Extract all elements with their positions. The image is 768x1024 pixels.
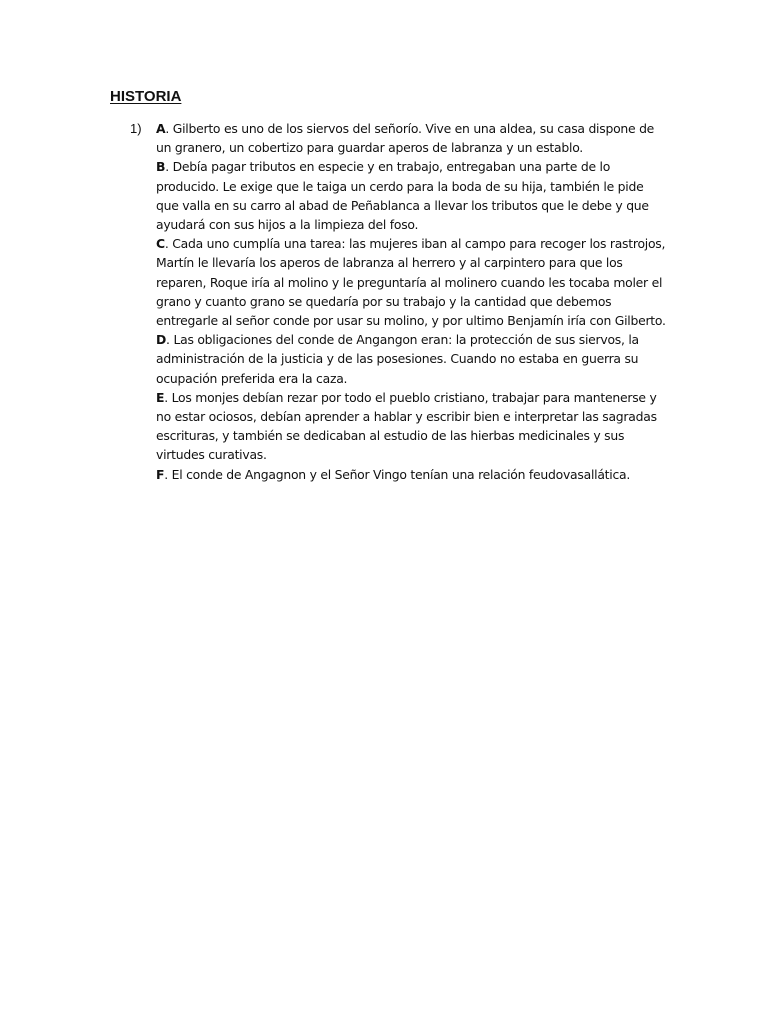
answer-letter: C (156, 236, 165, 252)
answer-e: E. Los monjes debían rezar por todo el pueblo cristiano, trabajar para mantenerse y no estar ociosos, debían aprender a hablar y escribir bien e interpretar las sagradas escrituras, y también se dedicaban al estudio de las hierbas medicinales y sus virtudes curativas. (156, 389, 657, 463)
answer-text: Debía pagar tributos en especie y en trabajo, entregaban una parte de lo producido. Le exige que le taiga un cerdo para la boda de su hija, también le pide que valla en su carro al abad de Peñablanca a llevar los tributos que le debe y que ayudará con sus hijos a la limpieza del foso. (156, 159, 649, 233)
answer-a: A. Gilberto es uno de los siervos del señorío. Vive en una aldea, su casa dispone de un granero, un cobertizo para guardar aperos de labranza y un establo. (156, 121, 655, 156)
answer-letter: B (156, 159, 166, 175)
answer-text: Cada uno cumplía una tarea: las mujeres iban al campo para recoger los rastrojos, Martín le llevaría los aperos de labranza al herrero y al carpintero para que los reparen, Roque iría al molino y le preguntaría al molinero cuando les tocaba moler el grano y cuanto grano se quedaría por su trabajo y la cantidad que debemos entregarle al señor conde por usar su molino, y por ultimo Benjamín iría con Gilberto. (156, 236, 666, 329)
answer-text: El conde de Angagnon y el Señor Vingo tenían una relación feudovasallática. (171, 466, 631, 482)
answer-letter: F (156, 466, 165, 482)
answer-letter: E (156, 389, 165, 405)
question-number: 1) (130, 121, 142, 136)
answer-b: B. Debía pagar tributos en especie y en trabajo, entregaban una parte de lo producido. Le exige que le taiga un cerdo para la boda de su hija, también le pide que valla en su carro al abad de Peñablanca a llevar los tributos que le debe y que ayudará con sus hijos a la limpieza del foso. (156, 159, 649, 233)
answer-list (156, 119, 666, 484)
answer-letter: D (156, 332, 167, 348)
answer-c: C. Cada uno cumplía una tarea: las mujeres iban al campo para recoger los rastrojos, Martín le llevaría los aperos de labranza al herrero y al carpintero para que los reparen, Roque iría al molino y le preguntaría al molinero cuando les tocaba moler el grano y cuanto grano se quedaría por su trabajo y la cantidad que debemos entregarle al señor conde por usar su molino, y por ultimo Benjamín iría con Gilberto. (156, 236, 666, 329)
answer-text: Los monjes debían rezar por todo el pueblo cristiano, trabajar para mantenerse y no estar ociosos, debían aprender a hablar y escribir bien e interpretar las sagradas escrituras, y también se dedicaban al estudio de las hierbas medicinales y sus virtudes curativas. (156, 389, 657, 463)
answer-d: D. Las obligaciones del conde de Angangon eran: la protección de sus siervos, la administración de la justicia y de las posesiones. Cuando no estaba en guerra su ocupación preferida era la caza. (156, 332, 639, 386)
answer-text: Las obligaciones del conde de Angangon eran: la protección de sus siervos, la administración de la justicia y de las posesiones. Cuando no estaba en guerra su ocupación preferida era la caza. (156, 332, 639, 386)
answer-letter: A (156, 121, 166, 136)
document-title: HISTORIA (110, 88, 182, 105)
answer-text: Gilberto es uno de los siervos del señorío. Vive en una aldea, su casa dispone de un granero, un cobertizo para guardar aperos de labranza y un establo. (156, 121, 655, 156)
answer-f: F. El conde de Angagnon y el Señor Vingo tenían una relación feudovasallática. (156, 466, 631, 482)
